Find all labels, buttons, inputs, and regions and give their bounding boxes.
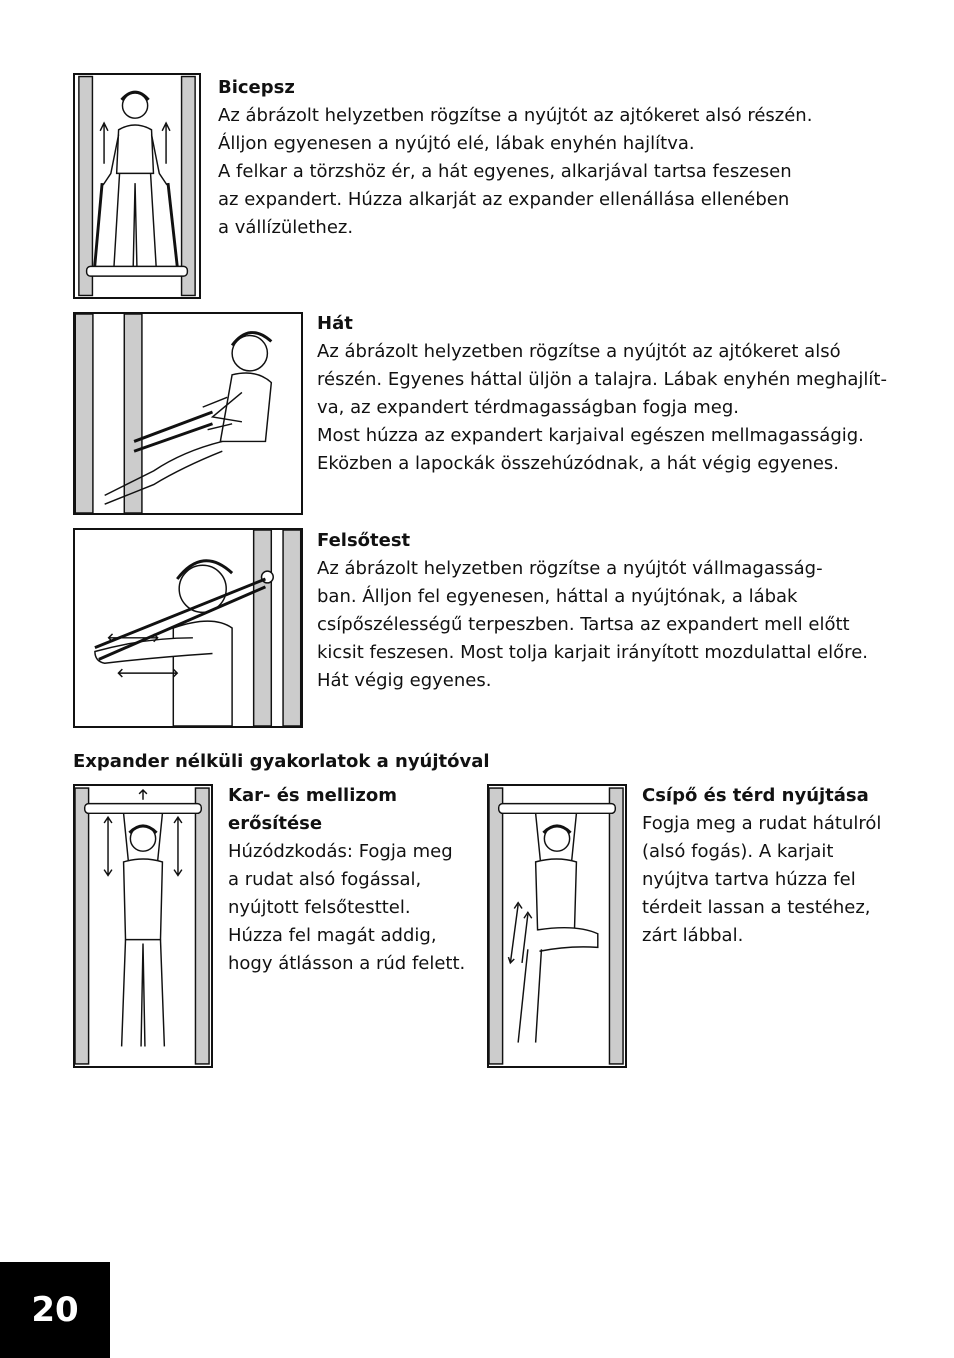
exercise-body: Az ábrázolt helyzetben rögzítse a nyújtót az ajtókeret alsó részén. Egyenes háttal üljön a talajra. Lábak enyhén meghajlít- va, az expandert térdmagasságban fogja meg. Most húzza az expandert karjaival egészen mellmagasságig. Eközben a lapockák összehúzódnak, a hát végig egyenes. [317, 341, 887, 474]
knee-raise-illustration [487, 784, 627, 1068]
exercise-title: Bicepsz [218, 77, 295, 98]
exercise-body: Az ábrázolt helyzetben rögzítse a nyújtót vállmagasság- ban. Álljon fel egyenesen, háttal a nyújtónak, a lábak csípőszélességű terpeszben. Tartsa az expandert mell előtt kicsit feszesen. Most tolja karjait irányított mozdulattal előre. Hát végig egyenes. [317, 558, 868, 691]
exercise-pullup [228, 782, 478, 978]
section-title: Expander nélküli gyakorlatok a nyújtóval [73, 751, 490, 772]
exercise-title: Kar- és mellizom erősítése [228, 785, 397, 834]
exercise-biceps [218, 74, 858, 242]
pullup-illustration [73, 784, 213, 1068]
exercise-title: Hát [317, 313, 353, 334]
exercise-title: Csípő és térd nyújtása [642, 785, 869, 806]
exercise-body: Fogja meg a rudat hátulról (alsó fogás). A karjait nyújtva tartva húzza fel térdeit lassan a testéhez, zárt lábbal. [642, 813, 882, 946]
back-illustration [73, 312, 303, 515]
exercise-knee-raise [642, 782, 902, 950]
exercise-upper-body [317, 527, 917, 695]
exercise-title: Felsőtest [317, 530, 411, 551]
exercise-body: Az ábrázolt helyzetben rögzítse a nyújtót az ajtókeret alsó részén. Álljon egyenesen a nyújtó elé, lábak enyhén hajlítva. A felkar a törzshöz ér, a hát egyenes, alkarjával tartsa feszesen az expandert. Húzza alkarját az expander ellenállása ellenében a vállízülethez. [218, 105, 813, 238]
upper-body-illustration [73, 528, 303, 728]
page-number: 20 [0, 1262, 110, 1358]
exercise-back [317, 310, 917, 478]
exercise-body: Húzódzkodás: Fogja meg a rudat alsó fogással, nyújtott felsőtesttel. Húzza fel magát addig, hogy átlásson a rúd felett. [228, 841, 466, 974]
biceps-illustration [73, 73, 201, 299]
